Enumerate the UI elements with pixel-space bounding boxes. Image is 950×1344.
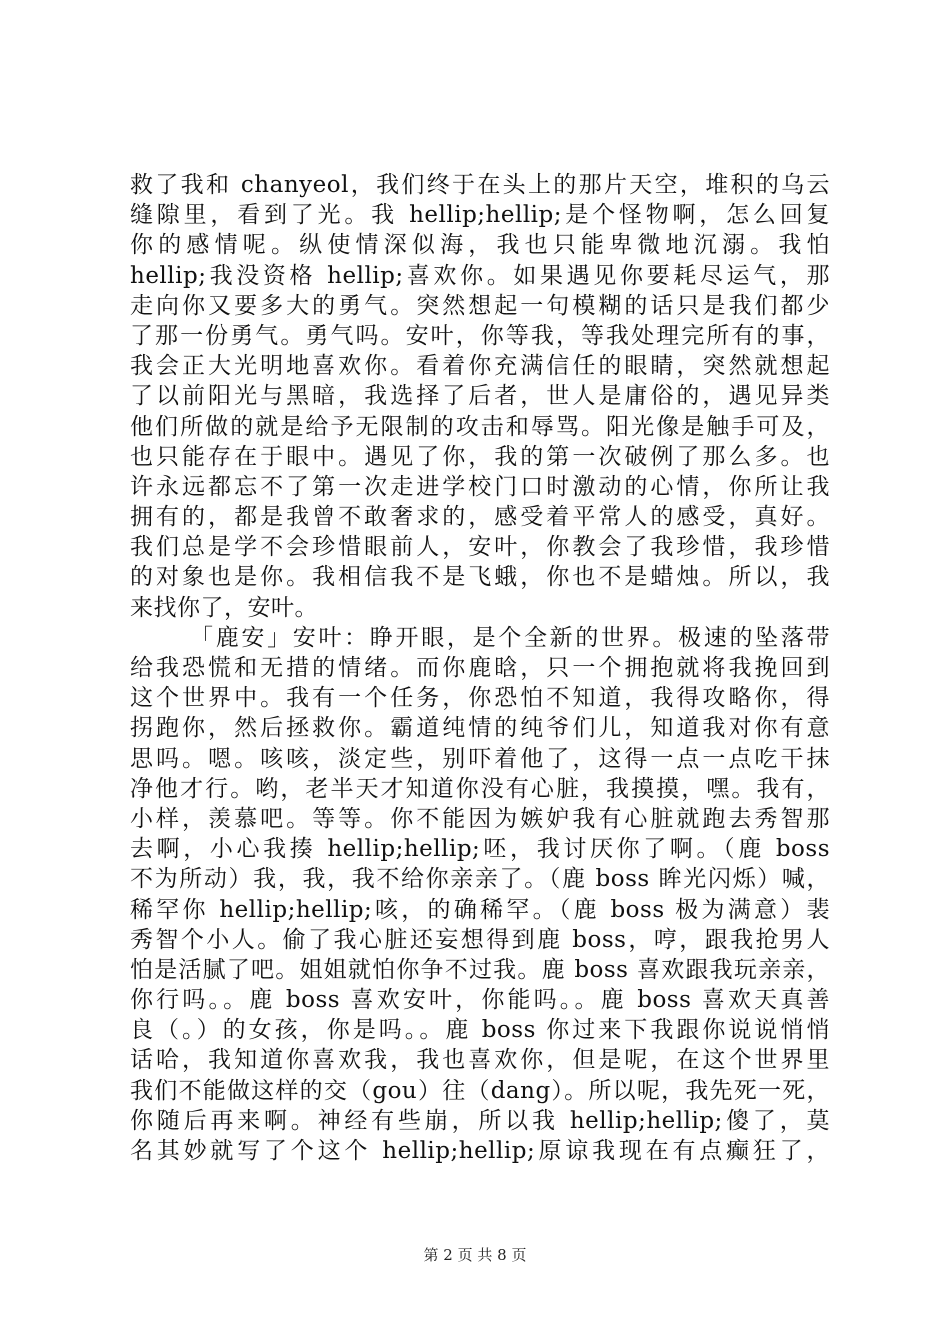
text-line: 良（。）的女孩，你是吗。。鹿 boss 你过来下我跟你说说悄悄	[130, 1017, 830, 1044]
text-line: 你随后再来啊。神经有些崩，所以我 hellip;hellip;傻了，莫	[130, 1107, 830, 1134]
text-line: 秀智个小人。偷了我心脏还妄想得到鹿 boss，哼，跟我抢男人	[130, 926, 830, 953]
text-line: 拐跑你，然后拯救你。霸道纯情的纯爷们儿，知道我对你有意	[130, 715, 830, 742]
text-line: 思吗。嗯。咳咳，淡定些，别吓着他了，这得一点一点吃干抹	[130, 745, 830, 772]
page-footer: 第 2 页 共 8 页	[423, 1246, 527, 1264]
text-line: 我会正大光明地喜欢你。看着你充满信任的眼睛，突然就想起	[130, 353, 830, 380]
text-line: 了那一份勇气。勇气吗。安叶，你等我，等我处理完所有的事，	[130, 322, 830, 349]
text-line: 话哈，我知道你喜欢我，我也喜欢你，但是呢，在这个世界里	[130, 1047, 830, 1074]
text-line: 走向你又要多大的勇气。突然想起一句模糊的话只是我们都少	[130, 292, 830, 319]
text-line: 净他才行。哟，老半天才知道你没有心脏，我摸摸，嘿。我有，	[130, 775, 830, 802]
text-line: 你的感情呢。纵使情深似海，我也只能卑微地沉溺。我怕	[130, 232, 830, 259]
text-line: 的对象也是你。我相信我不是飞蛾，你也不是蜡烛。所以，我	[130, 564, 830, 591]
text-line: 了以前阳光与黑暗，我选择了后者，世人是庸俗的，遇见异类	[130, 383, 830, 410]
text-line: 许永远都忘不了第一次走进学校门口时激动的心情，你所让我	[130, 473, 830, 500]
text-line: 怕是活腻了吧。姐姐就怕你争不过我。鹿 boss 喜欢跟我玩亲亲，	[130, 956, 830, 983]
text-line: 给我恐慌和无措的情绪。而你鹿晗，只一个拥抱就将我挽回到	[130, 655, 830, 681]
text-line: 你行吗。。鹿 boss 喜欢安叶，你能吗。。鹿 boss 喜欢天真善	[130, 987, 830, 1014]
text-line: 这个世界中。我有一个任务，你恐怕不知道，我得攻略你，得	[130, 685, 830, 712]
text-line: 不为所动）我，我，我不给你亲亲了。（鹿 boss 眸光闪烁）喊，	[130, 866, 830, 893]
text-line: 拥有的，都是我曾不敢奢求的，感受着平常人的感受，真好。	[130, 504, 830, 531]
paragraph-start-line: 「鹿安」安叶：睁开眼，是个全新的世界。极速的坠落带	[190, 624, 830, 651]
text-line: 小样，羡慕吧。等等。你不能因为嫉妒我有心脏就跑去秀智那	[130, 805, 830, 832]
text-line: 他们所做的就是给予无限制的攻击和辱骂。阳光像是触手可及，	[130, 413, 830, 440]
text-line: 缝隙里，看到了光。我 hellip;hellip;是个怪物啊，怎么回复	[130, 202, 830, 229]
text-line: 去啊，小心我揍 hellip;hellip;呸，我讨厌你了啊。（鹿 boss	[130, 836, 830, 863]
text-line: 来找你了，安叶。	[130, 594, 318, 621]
body-text	[130, 170, 830, 1166]
text-line: 名其妙就写了个这个 hellip;hellip;原谅我现在有点癫狂了，	[130, 1138, 830, 1164]
text-line: 救了我和 chanyeol，我们终于在头上的那片天空，堆积的乌云	[130, 172, 830, 198]
text-line: 稀罕你 hellip;hellip;咳，的确稀罕。（鹿 boss 极为满意）裴	[130, 896, 830, 923]
text-line: 我们不能做这样的交（gou）往（dang）。所以呢，我先死一死，	[130, 1077, 830, 1104]
text-line: 我们总是学不会珍惜眼前人，安叶，你教会了我珍惜，我珍惜	[130, 534, 830, 561]
text-line: 也只能存在于眼中。遇见了你，我的第一次破例了那么多。也	[130, 443, 830, 470]
text-line: hellip;我没资格 hellip;喜欢你。如果遇见你要耗尽运气，那	[130, 262, 830, 289]
